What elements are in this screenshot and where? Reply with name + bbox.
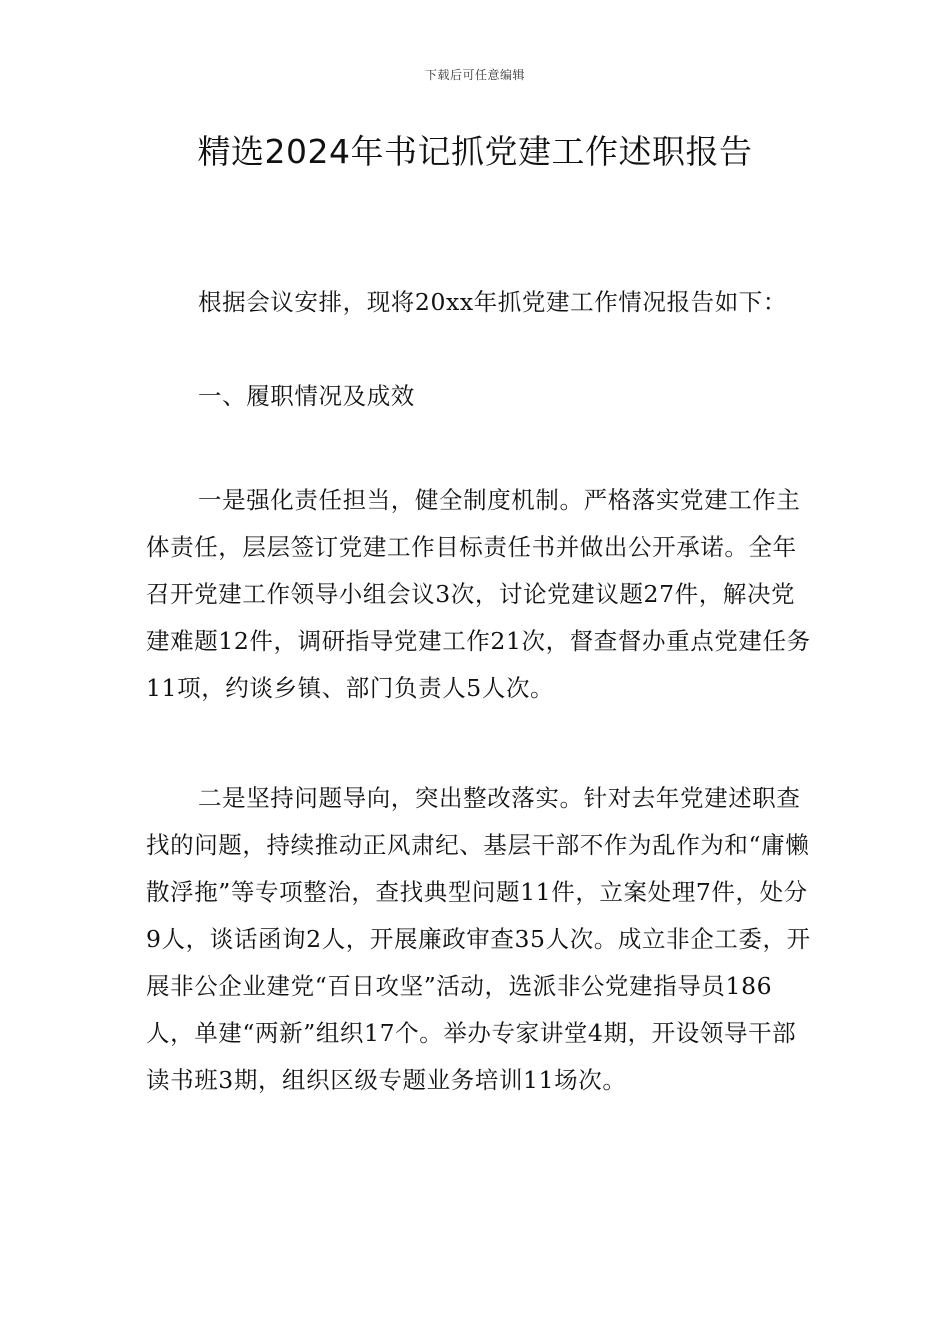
section-heading: 一、履职情况及成效: [198, 382, 415, 410]
body-paragraph: 二是坚持问题导向，突出整改落实。针对去年党建述职查找的问题，持续推动正风肃纪、基层干部不作为乱作为和“庸懒散浮拖”等专项整治，查找典型问题11件，立案处理7件，处分9人，谈话函询2人，开展廉政审查35人次。成立非企工委，开展非公企业建党“百日攻坚”活动，选派非公党建指导员186人，单建“两新”组织17个。举办专家讲堂4期，开设领导干部读书班3期，组织区级专题业务培训11场次。: [146, 784, 811, 1094]
header-note: 下载后可任意编辑: [424, 68, 525, 82]
document-title: 精选2024年书记抓党建工作述职报告: [197, 132, 753, 171]
intro-paragraph: 根据会议安排，现将20xx年抓党建工作情况报告如下：: [198, 288, 788, 316]
body-paragraph: 一是强化责任担当，健全制度机制。严格落实党建工作主体责任，层层签订党建工作目标责任书并做出公开承诺。全年召开党建工作领导小组会议3次，讨论党建议题27件，解决党建难题12件，调研指导党建工作21次，督查督办重点党建任务11项，约谈乡镇、部门负责人5人次。: [146, 486, 811, 702]
